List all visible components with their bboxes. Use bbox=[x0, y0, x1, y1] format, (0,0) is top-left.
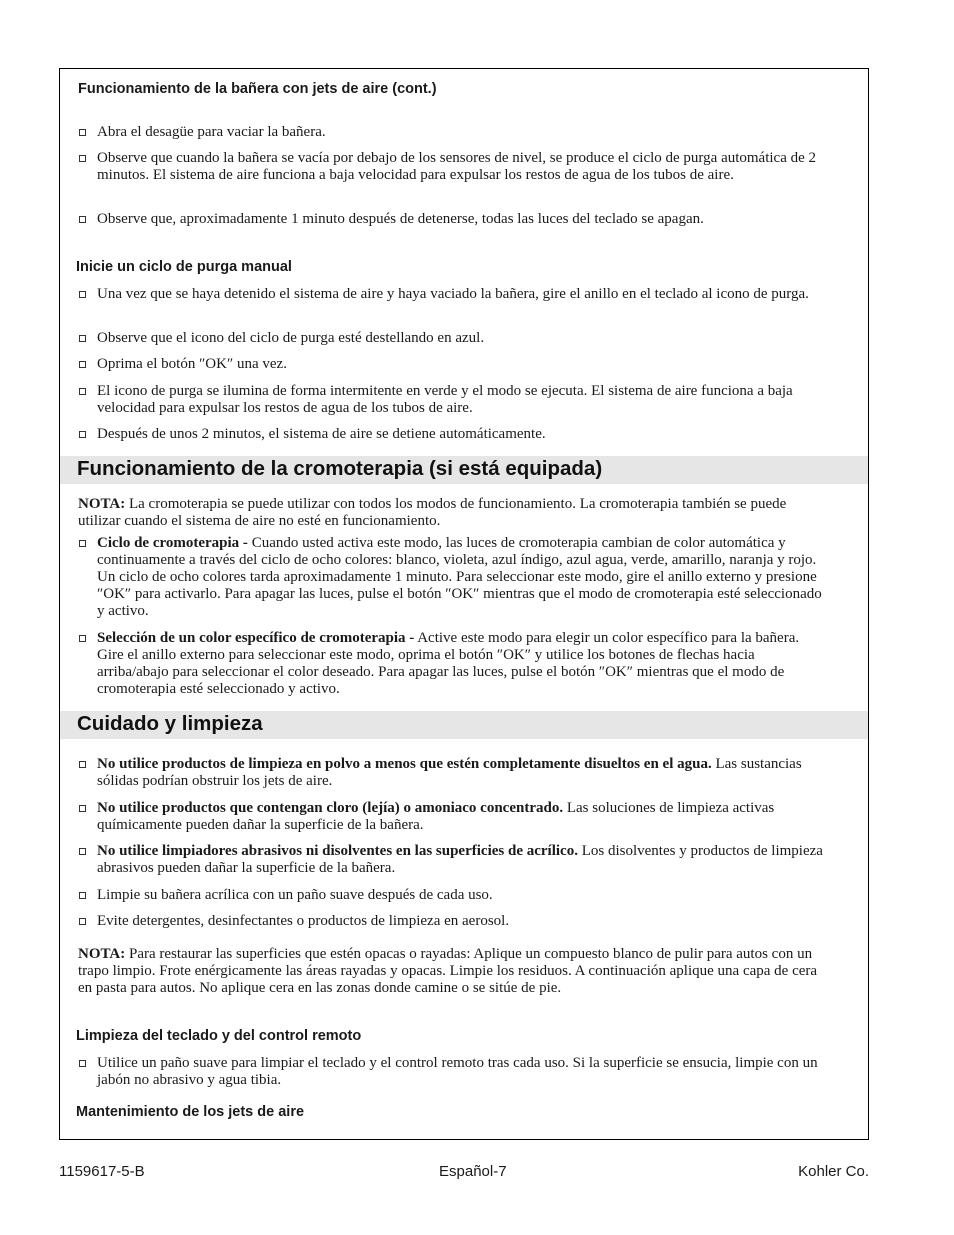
heading-manual-purge: Inicie un ciclo de purga manual bbox=[76, 259, 292, 275]
section-title: Funcionamiento de la cromoterapia (si está equipada) bbox=[77, 457, 603, 480]
checkbox-icon bbox=[79, 805, 86, 812]
page-number: Español-7 bbox=[439, 1163, 507, 1180]
list-item: Observe que el icono del ciclo de purga esté destellando en azul. bbox=[76, 330, 829, 347]
section-band-care bbox=[60, 711, 868, 739]
list-item: Después de unos 2 minutos, el sistema de aire se detiene automáticamente. bbox=[76, 426, 829, 443]
checkbox-icon bbox=[79, 216, 86, 223]
list-item: Evite detergentes, desinfectantes o productos de limpieza en aerosol. bbox=[76, 913, 829, 930]
content-frame bbox=[59, 68, 869, 1140]
list-item: Observe que cuando la bañera se vacía por debajo de los sensores de nivel, se produce el ciclo de purga automática de 2 minutos. El sistema de aire funciona a baja velocidad para expulsar los restos de agua de los tubos de aire. bbox=[76, 150, 829, 184]
section-title: Cuidado y limpieza bbox=[77, 712, 263, 735]
list-item: Oprima el botón ″OK″ una vez. bbox=[76, 356, 829, 373]
checkbox-icon bbox=[79, 848, 86, 855]
note-paragraph: NOTA: La cromoterapia se puede utilizar con todos los modos de funcionamiento. La cromoterapia también se puede utilizar cuando el sistema de aire no esté en funcionamiento. bbox=[78, 496, 787, 529]
list-item: Selección de un color específico de cromoterapia - Active este modo para elegir un color específico para la bañera. Gire el anillo externo para seleccionar este modo, oprima el botón ″OK″ y utilice los botones de flechas hacia arriba/abajo para seleccionar el color deseado. Para apagar las luces, pulse el botón ″OK″ mientras que el modo de cromoterapia esté seleccionado y activo. bbox=[76, 630, 829, 698]
section-band-chromotherapy bbox=[60, 456, 868, 484]
list-item: Ciclo de cromoterapia - Cuando usted activa este modo, las luces de cromoterapia cambian de color automática y continuamente a través del ciclo de ocho colores: blanco, violeta, azul índigo, azul agua, verde, amarillo, naranja y rojo. Un ciclo de ocho colores tarda aproximadamente 1 minuto. Para seleccionar este modo, gire el anillo externo y presione ″OK″ para activarlo. Para apagar las luces, pulse el botón ″OK″ mientras que el modo de cromoterapia esté seleccionado y activo. bbox=[76, 535, 829, 620]
list-item: Una vez que se haya detenido el sistema de aire y haya vaciado la bañera, gire el anillo en el teclado al icono de purga. bbox=[76, 286, 829, 303]
checkbox-icon bbox=[79, 155, 86, 162]
checkbox-icon bbox=[79, 892, 86, 899]
checkbox-icon bbox=[79, 361, 86, 368]
checkbox-icon bbox=[79, 761, 86, 768]
list-item: No utilice limpiadores abrasivos ni disolventes en las superficies de acrílico. Los disolventes y productos de limpieza abrasivos pueden dañar la superficie de la bañera. bbox=[76, 843, 829, 877]
heading-jets-operation: Funcionamiento de la bañera con jets de aire (cont.) bbox=[78, 81, 437, 97]
list-item: El icono de purga se ilumina de forma intermitente en verde y el modo se ejecuta. El sistema de aire funciona a baja velocidad para expulsar los restos de agua de los tubos de aire. bbox=[76, 383, 829, 417]
checkbox-icon bbox=[79, 129, 86, 136]
checkbox-icon bbox=[79, 291, 86, 298]
company-name: Kohler Co. bbox=[798, 1163, 869, 1180]
list-item: Limpie su bañera acrílica con un paño suave después de cada uso. bbox=[76, 887, 829, 904]
checkbox-icon bbox=[79, 335, 86, 342]
list-item: No utilice productos que contengan cloro (lejía) o amoniaco concentrado. Las soluciones de limpieza activas químicamente pueden dañar la superficie de la bañera. bbox=[76, 800, 829, 834]
checkbox-icon bbox=[79, 431, 86, 438]
checkbox-icon bbox=[79, 918, 86, 925]
checkbox-icon bbox=[79, 388, 86, 395]
checkbox-icon bbox=[79, 1060, 86, 1067]
heading-keypad-cleaning: Limpieza del teclado y del control remoto bbox=[76, 1028, 362, 1044]
checkbox-icon bbox=[79, 540, 86, 547]
list-item: Utilice un paño suave para limpiar el teclado y el control remoto tras cada uso. Si la superficie se ensucia, limpie con un jabón no abrasivo y agua tibia. bbox=[76, 1055, 829, 1089]
list-item: Observe que, aproximadamente 1 minuto después de detenerse, todas las luces del teclado se apagan. bbox=[76, 211, 829, 228]
checkbox-icon bbox=[79, 635, 86, 642]
list-item: Abra el desagüe para vaciar la bañera. bbox=[76, 124, 829, 141]
heading-jets-maintenance: Mantenimiento de los jets de aire bbox=[76, 1104, 305, 1120]
note-paragraph: NOTA: Para restaurar las superficies que estén opacas o rayadas: Aplique un compuesto blanco de pulir para autos con un trapo limpio. Frote enérgicamente las áreas rayadas y opacas. Limpie los residuos. A continuación aplique una capa de cera en pasta para autos. No aplique cera en las zonas donde camine o se sitúe de pie. bbox=[78, 946, 818, 996]
document-number: 1159617-5-B bbox=[59, 1163, 145, 1180]
list-item: No utilice productos de limpieza en polvo a menos que estén completamente disueltos en el agua. Las sustancias sólidas podrían obstruir los jets de aire. bbox=[76, 756, 829, 790]
